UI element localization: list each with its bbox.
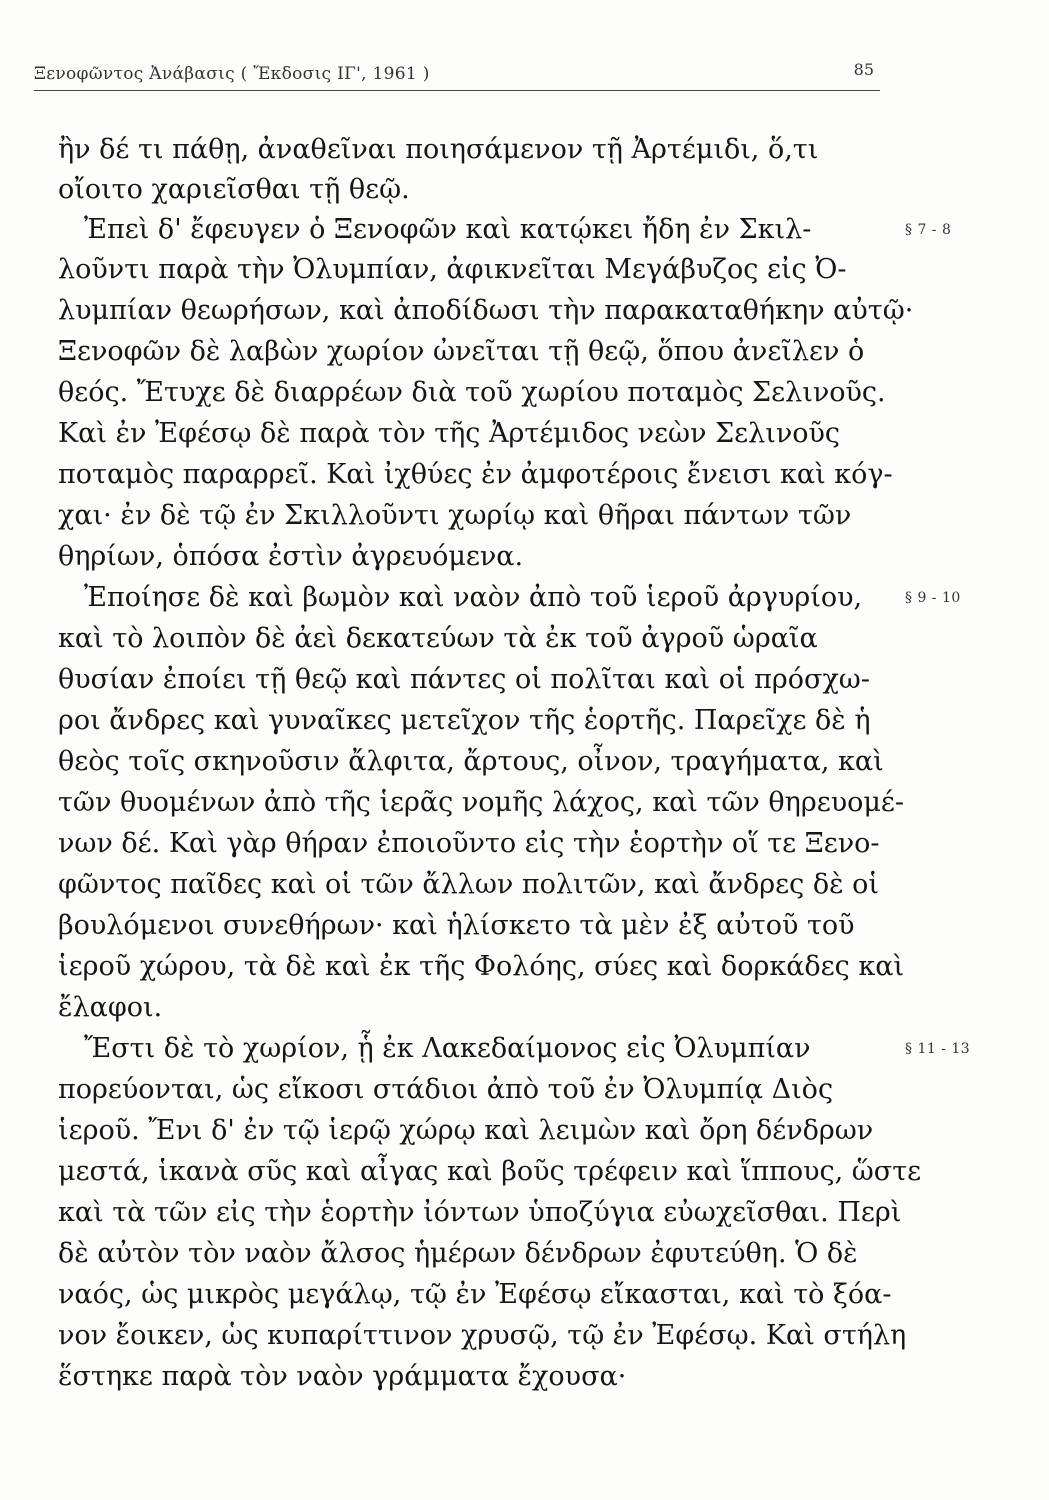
text-line: θεός. Ἔτυχε δὲ διαρρέων διὰ τοῦ χωρίου ποταμὸς Σελινοῦς. bbox=[58, 377, 886, 408]
page-number: 85 bbox=[853, 60, 874, 79]
text-line: καὶ τὰ τῶν εἰς τὴν ἑορτὴν ἰόντων ὑποζύγια εὐωχεῖσθαι. Περὶ bbox=[58, 1197, 902, 1228]
text-line: ποταμὸς παραρρεῖ. Καὶ ἰχθύες ἐν ἀμφοτέροις ἔνεισι καὶ κόγ- bbox=[58, 459, 893, 490]
text-line: Καὶ ἐν Ἐφέσῳ δὲ παρὰ τὸν τῆς Ἀρτέμιδος νεὼν Σελινοῦς bbox=[58, 418, 841, 449]
section-marker: § 9 - 10 bbox=[905, 590, 961, 606]
text-line: μεστά, ἱκανὰ σῦς καὶ αἶγας καὶ βοῦς τρέφειν καὶ ἵππους, ὥστε bbox=[58, 1156, 922, 1187]
text-line: πορεύονται, ὡς εἴκοσι στάδιοι ἀπὸ τοῦ ἐν Ὀλυμπίᾳ Διὸς bbox=[58, 1074, 834, 1105]
text-line: οἴοιτο χαριεῖσθαι τῇ θεῷ. bbox=[58, 174, 410, 205]
text-line: ροι ἄνδρες καὶ γυναῖκες μετεῖχον τῆς ἑορτῆς. Παρεῖχε δὲ ἡ bbox=[58, 705, 871, 736]
text-line: νων δέ. Καὶ γὰρ θήραν ἐποιοῦντο εἰς τὴν ἑορτὴν οἵ τε Ξενο- bbox=[58, 828, 880, 859]
section-marker: § 7 - 8 bbox=[905, 222, 952, 238]
text-line: ἱεροῦ χώρου, τὰ δὲ καὶ ἐκ τῆς Φολόης, σύες καὶ δορκάδες καὶ bbox=[58, 951, 905, 982]
text-line: λυμπίαν θεωρήσων, καὶ ἀποδίδωσι τὴν παρακαταθήκην αὐτῷ· bbox=[58, 295, 914, 326]
text-line: ἢν δέ τι πάθῃ, ἀναθεῖναι ποιησάμενον τῇ Ἀρτέμιδι, ὅ,τι bbox=[58, 134, 819, 165]
text-line: ἕστηκε παρὰ τὸν ναὸν γράμματα ἔχουσα· bbox=[58, 1361, 627, 1392]
text-line: Ἐποίησε δὲ καὶ βωμὸν καὶ ναὸν ἀπὸ τοῦ ἱεροῦ ἀργυρίου, bbox=[84, 582, 863, 613]
text-line: καὶ τὸ λοιπὸν δὲ ἀεὶ δεκατεύων τὰ ἐκ τοῦ ἀγροῦ ὡραῖα bbox=[58, 623, 818, 654]
running-head: Ξενοφῶντος Ἀνάβασις ( Ἔκδοσις ΙΓ', 1961 ) bbox=[34, 64, 430, 84]
text-line: δὲ αὐτὸν τὸν ναὸν ἄλσος ἡμέρων δένδρων ἐφυτεύθη. Ὁ δὲ bbox=[58, 1238, 858, 1269]
text-line: Ἐπεὶ δ' ἔφευγεν ὁ Ξενοφῶν καὶ κατῴκει ἤδη ἐν Σκιλ- bbox=[84, 214, 812, 245]
page-header bbox=[34, 60, 880, 91]
text-line: χαι· ἐν δὲ τῷ ἐν Σκιλλοῦντι χωρίῳ καὶ θῆραι πάντων τῶν bbox=[58, 500, 852, 531]
text-line: λοῦντι παρὰ τὴν Ὀλυμπίαν, ἀφικνεῖται Μεγάβυζος εἰς Ὀ- bbox=[58, 254, 847, 285]
text-line: ναός, ὡς μικρὸς μεγάλῳ, τῷ ἐν Ἐφέσῳ εἴκασται, καὶ τὸ ξόα- bbox=[58, 1279, 892, 1310]
section-marker: § 11 - 13 bbox=[905, 1041, 971, 1057]
text-line: φῶντος παῖδες καὶ οἱ τῶν ἄλλων πολιτῶν, καὶ ἄνδρες δὲ οἱ bbox=[58, 869, 880, 900]
text-line: θεὸς τοῖς σκηνοῦσιν ἄλφιτα, ἄρτους, οἶνον, τραγήματα, καὶ bbox=[58, 746, 884, 777]
text-line: τῶν θυομένων ἀπὸ τῆς ἱερᾶς νομῆς λάχος, καὶ τῶν θηρευομέ- bbox=[58, 787, 905, 818]
text-line: Ἔστι δὲ τὸ χωρίον, ᾗ ἐκ Λακεδαίμονος εἰς Ὀλυμπίαν bbox=[84, 1033, 811, 1064]
text-line: ἔλαφοι. bbox=[58, 992, 163, 1023]
text-line: θηρίων, ὁπόσα ἐστὶν ἀγρευόμενα. bbox=[58, 541, 524, 572]
text-line: θυσίαν ἐποίει τῇ θεῷ καὶ πάντες οἱ πολῖται καὶ οἱ πρόσχω- bbox=[58, 664, 870, 695]
text-line: βουλόμενοι συνεθήρων· καὶ ἡλίσκετο τὰ μὲν ἐξ αὐτοῦ τοῦ bbox=[58, 910, 855, 941]
text-line: νον ἔοικεν, ὡς κυπαρίττινον χρυσῷ, τῷ ἐν Ἐφέσῳ. Καὶ στήλη bbox=[58, 1320, 907, 1351]
text-line: Ξενοφῶν δὲ λαβὼν χωρίον ὠνεῖται τῇ θεῷ, ὅπου ἀνεῖλεν ὁ bbox=[58, 336, 865, 367]
text-line: ἱεροῦ. Ἔνι δ' ἐν τῷ ἱερῷ χώρῳ καὶ λειμὼν καὶ ὄρη δένδρων bbox=[58, 1115, 874, 1146]
